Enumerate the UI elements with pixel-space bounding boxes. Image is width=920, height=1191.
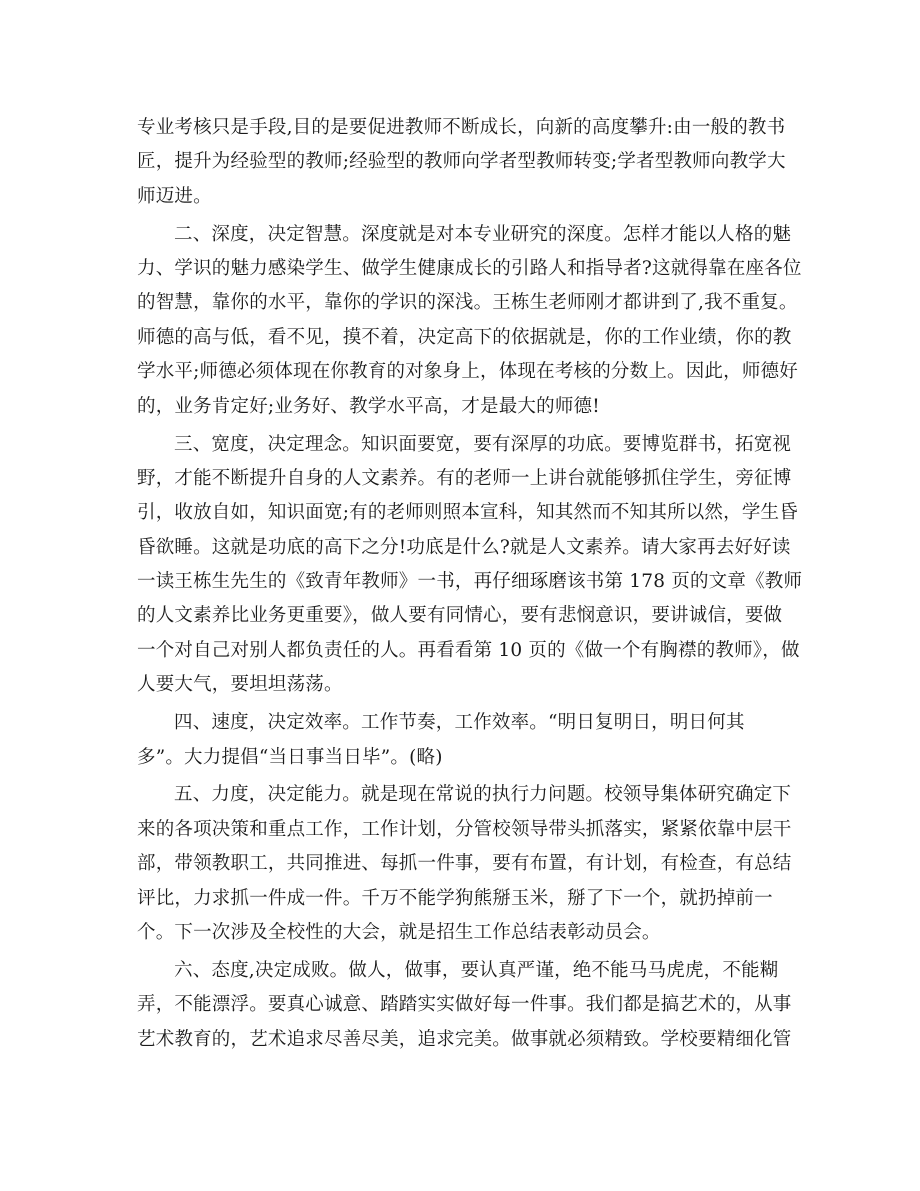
text-line: 的，业务肯定好;业务好、教学水平高，才是最大的师德!	[137, 395, 600, 417]
text-line: 弄，不能漂浮。要真心诚意、踏踏实实做好每一件事。我们都是搞艺术的，从事	[137, 994, 792, 1016]
paragraph-speed: 四、速度，决定效率。工作节奏，工作效率。“明日复明日，明日何其	[174, 712, 745, 734]
text-line: 野，才能不断提升自身的人文素养。有的老师一上讲台就能够抓住学生，旁征博	[137, 467, 792, 489]
text-line: 引，收放自如，知识面宽;有的老师则照本宣科，知其然而不知其所以然，学生昏	[137, 502, 798, 524]
paragraph-attitude: 六、态度,决定成败。做人，做事，要认真严谨，绝不能马马虎虎，不能糊	[174, 959, 779, 981]
text-line: 来的各项决策和重点工作，工作计划，分管校领导带头抓落实，紧紧依靠中层干	[137, 818, 792, 840]
text-line: 师德的高与低，看不见，摸不着，决定高下的依据就是，你的工作业绩，你的教	[137, 326, 792, 348]
text-line: 部，带领教职工，共同推进、每抓一件事，要有布置，有计划，有检查，有总结	[137, 853, 792, 875]
text-line: 个。下一次涉及全校性的大会，就是招生工作总结表彰动员会。	[137, 921, 661, 943]
text-line: 人要大气，要坦坦荡荡。	[137, 674, 343, 696]
body-text	[137, 111, 803, 1057]
text-line: 学水平;师德必须体现在你教育的对象身上，体现在考核的分数上。因此，师德好	[137, 361, 798, 383]
text-line: 多”。大力提倡“当日事当日毕”。(略)	[137, 746, 443, 768]
text-line: 的人文素养比业务更重要》，做人要有同情心，要有悲悯意识，要讲诚信，要做	[137, 605, 783, 627]
text-line: 师迈进。	[137, 185, 212, 207]
text-line: 匠，提升为经验型的教师;经验型的教师向学者型教师转变;学者型教师向教学大	[137, 151, 786, 173]
text-line: 一个对自己对别人都负责任的人。再看看第 10 页的《做一个有胸襟的教师》，做	[137, 639, 800, 661]
text-line: 昏欲睡。这就是功底的高下之分!功底是什么?就是人文素养。请大家再去好好读	[137, 536, 791, 558]
text-line: 艺术教育的，艺术追求尽善尽美，追求完美。做事就必须精致。学校要精细化管	[137, 1028, 792, 1050]
text-line: 力、学识的魅力感染学生、做学生健康成长的引路人和指导者?这就得靠在座各位	[137, 258, 802, 280]
text-line: 专业考核只是手段,目的是要促进教师不断成长，向新的高度攀升:由一般的教书	[137, 117, 786, 138]
text-line: 评比，力求抓一件成一件。千万不能学狗熊掰玉米，掰了下一个，就扔掉前一	[137, 887, 773, 909]
text-line: 一读王栋生先生的《致青年教师》一书，再仔细琢磨该书第 178 页的文章《教师	[137, 571, 803, 593]
paragraph-breadth: 三、宽度，决定理念。知识面要宽，要有深厚的功底。要博览群书，拓宽视	[174, 433, 792, 455]
text-line: 的智慧，靠你的水平，靠你的学识的深浅。王栋生老师刚才都讲到了,我不重复。	[137, 292, 798, 314]
paragraph-strength: 五、力度，决定能力。就是现在常说的执行力问题。校领导集体研究确定下	[174, 784, 792, 806]
paragraph-depth: 二、深度，决定智慧。深度就是对本专业研究的深度。怎样才能以人格的魅	[174, 223, 792, 245]
